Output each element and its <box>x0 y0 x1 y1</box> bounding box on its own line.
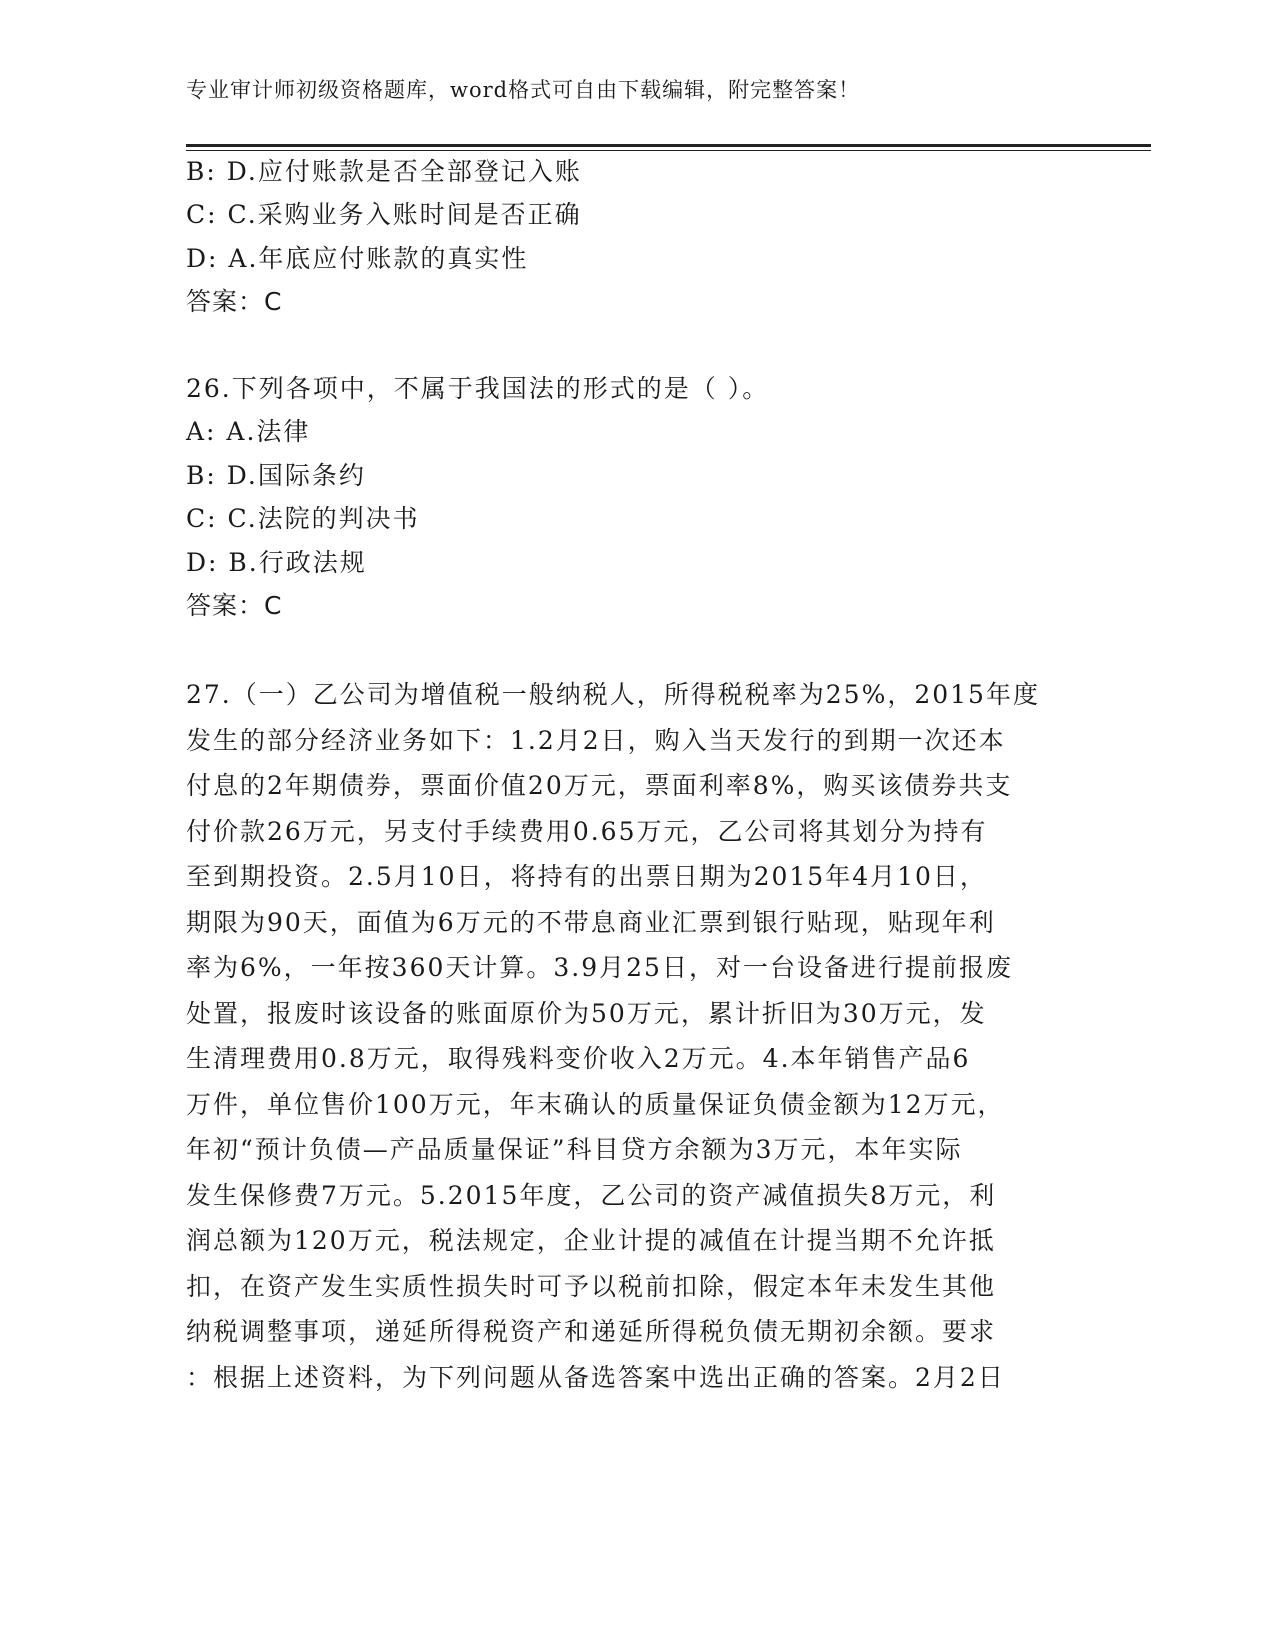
q27-line: 至到期投资。2.5月10日，将持有的出票日期为2015年4月10日， <box>186 862 987 891</box>
q27-line: 万件，单位售价100万元，年末确认的质量保证负债金额为12万元， <box>186 1089 1005 1119</box>
q27-line: 扣，在资产发生实质性损失时可予以税前扣除，假定本年未发生其他 <box>186 1271 997 1301</box>
q25-option-b: B: D.应付账款是否全部登记入账 <box>186 157 582 186</box>
q27-line: 处置，报废时该设备的账面原价为50万元，累计折旧为30万元，发 <box>186 998 987 1028</box>
q27-line: 年初“预计负债—产品质量保证”科目贷方余额为3万元，本年实际 <box>186 1135 963 1164</box>
page-header: 专业审计师初级资格题库，word格式可自由下载编辑，附完整答案！ <box>186 78 861 102</box>
q26-option-c: C: C.法院的判决书 <box>186 504 420 533</box>
q27-line: 发生的部分经济业务如下：1.2月2日，购入当天发行的到期一次还本 <box>186 725 1006 755</box>
q27-line: 期限为90天，面值为6万元的不带息商业汇票到银行贴现，贴现年利 <box>186 907 996 937</box>
q25-option-c: C: C.采购业务入账时间是否正确 <box>186 200 582 229</box>
q25-option-d: D: A.年底应付账款的真实性 <box>186 244 529 273</box>
q27-line: 纳税调整事项，递延所得税资产和递延所得税负债无期初余额。要求 <box>186 1317 997 1346</box>
q27-line: 生清理费用0.8万元，取得残料变价收入2万元。4.本年销售产品6 <box>186 1044 971 1073</box>
q27-line: 付息的2年期债券，票面价值20万元，票面利率8%，购买该债券共支 <box>186 771 1013 800</box>
q27-line: 发生保修费7万元。5.2015年度，乙公司的资产减值损失8万元，利 <box>186 1180 997 1210</box>
q27-paragraph <box>186 672 1040 1400</box>
q26-question: 26.下列各项中，不属于我国法的形式的是（ ）。 <box>186 374 770 403</box>
header-rule <box>186 144 1151 147</box>
q26-option-a: A: A.法律 <box>186 417 311 446</box>
q26-option-b: B: D.国际条约 <box>186 461 366 490</box>
q25-answer: 答案：C <box>186 287 283 316</box>
q27-line: 27.（一）乙公司为增值税一般纳税人，所得税税率为25%，2015年度 <box>186 680 1040 709</box>
q27-line: 润总额为120万元，税法规定，企业计提的减值在计提当期不允许抵 <box>186 1226 996 1255</box>
q27-line: ：根据上述资料，为下列问题从备选答案中选出正确的答案。2月2日 <box>186 1362 1005 1392</box>
q27-line: 付价款26万元，另支付手续费用0.65万元，乙公司将其划分为持有 <box>186 816 988 846</box>
q26-option-d: D: B.行政法规 <box>186 548 367 577</box>
header-rule-thin <box>186 150 1151 151</box>
q26-answer: 答案：C <box>186 591 283 620</box>
q27-line: 率为6%，一年按360天计算。3.9月25日，对一台设备进行提前报废 <box>186 953 1013 982</box>
